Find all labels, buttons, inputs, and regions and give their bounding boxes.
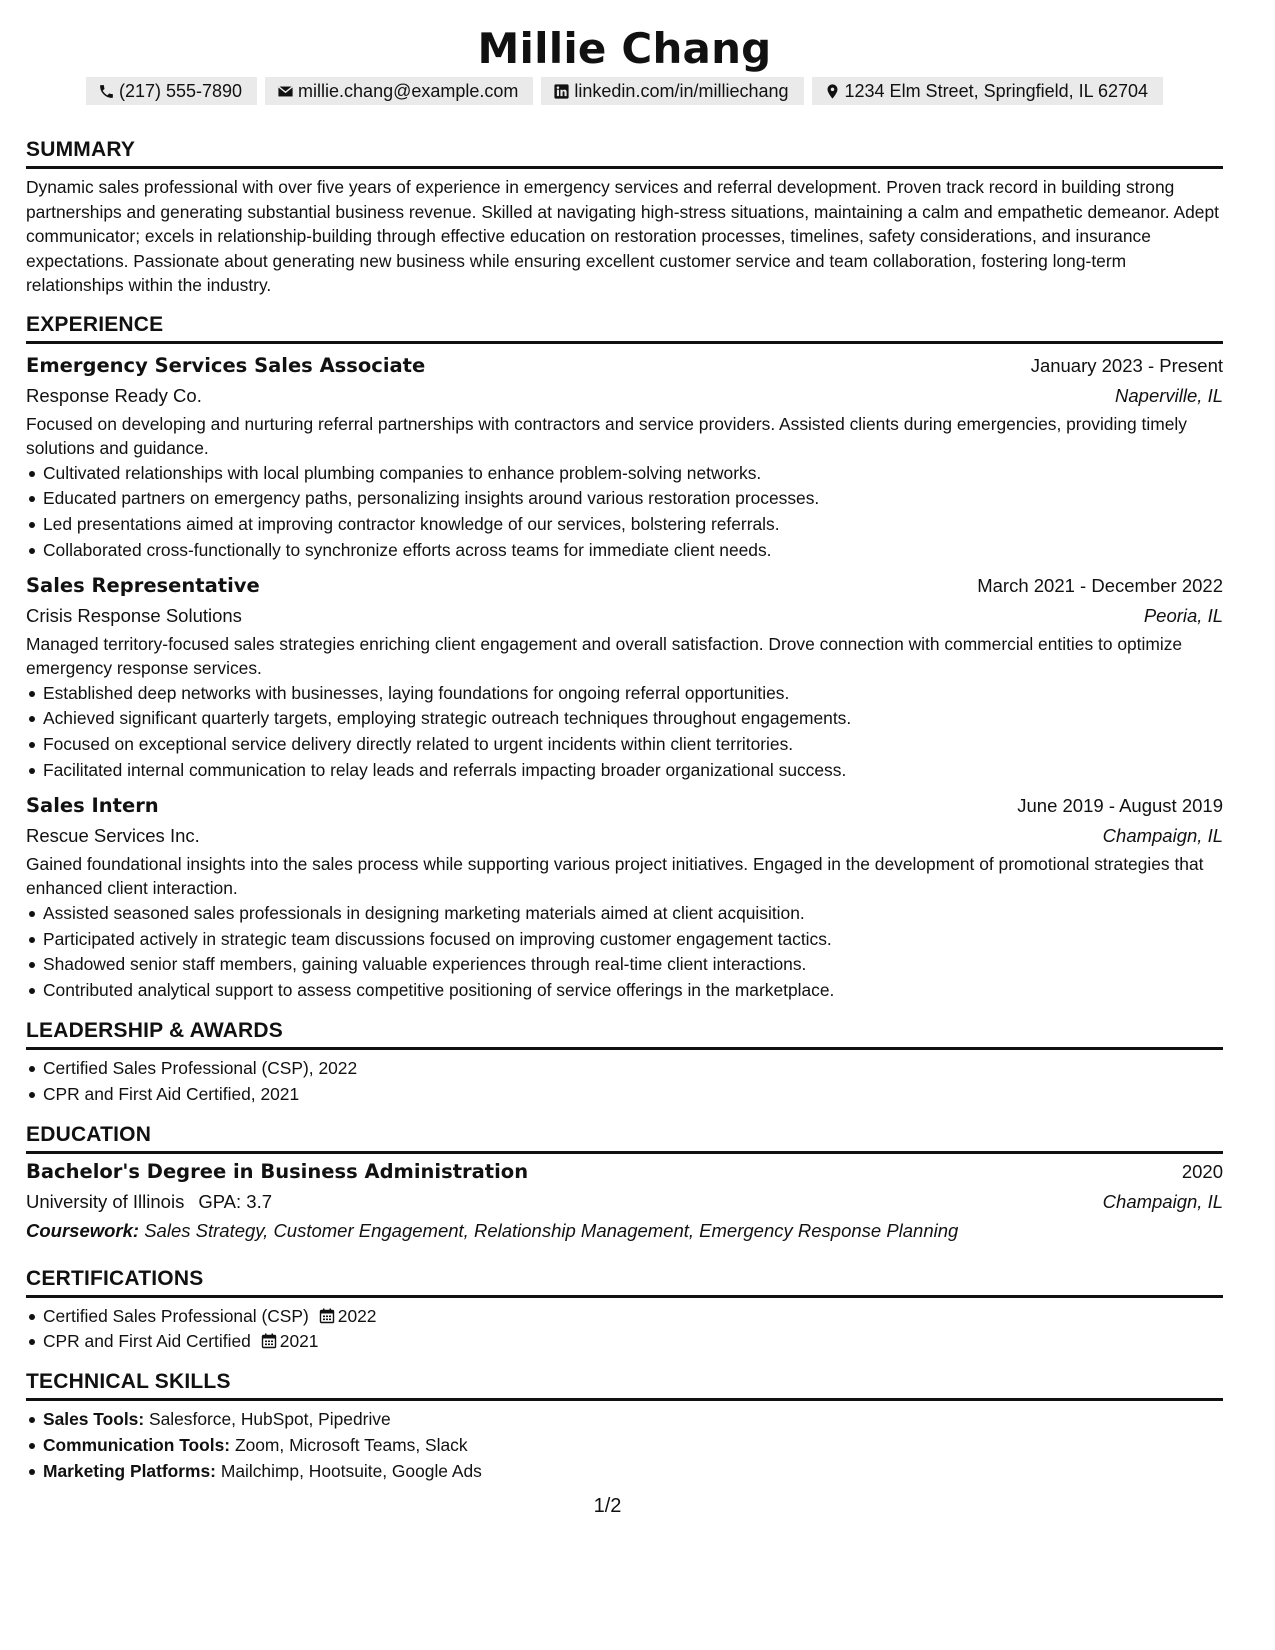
- job-company: Rescue Services Inc.: [26, 824, 200, 846]
- list-item: [26, 1304, 1223, 1330]
- list-item: Led presentations aimed at improving contractor knowledge of our services, bolstering referrals.: [26, 512, 1223, 538]
- job-entry: [26, 790, 1223, 1004]
- summary-section: [26, 137, 1223, 298]
- list-item: Participated actively in strategic team discussions focused on improving customer engagement tactics.: [26, 927, 1223, 953]
- list-item: Cultivated relationships with local plumbing companies to enhance problem-solving networks.: [26, 461, 1223, 487]
- map-pin-icon: [824, 83, 841, 100]
- certifications-list: [26, 1304, 1223, 1356]
- section-title: EDUCATION: [26, 1122, 1223, 1154]
- skill-value: Zoom, Microsoft Teams, Slack: [234, 1435, 468, 1456]
- linkedin-icon: [553, 83, 570, 100]
- linkedin-text: linkedin.com/in/milliechang: [574, 80, 789, 101]
- skills-section: [26, 1369, 1223, 1484]
- school-name: University of Illinois: [26, 1190, 185, 1212]
- email-chip[interactable]: [265, 77, 533, 105]
- certifications-section: [26, 1266, 1223, 1356]
- job-entry: [26, 350, 1223, 564]
- job-role: Sales Intern: [26, 793, 159, 817]
- list-item: Facilitated internal communication to relay leads and referrals impacting broader organizational success.: [26, 758, 1223, 784]
- calendar-icon: [261, 1333, 277, 1349]
- skill-label: Marketing Platforms:: [43, 1460, 216, 1481]
- job-bullets: [26, 461, 1223, 564]
- list-item: [26, 1407, 1223, 1433]
- summary-text: Dynamic sales professional with over five years of experience in emergency services and referral development. Proven track record in building strong partnerships and generating substantial business revenue. Skilled at navigating high-stress situations, maintaining a calm and empathetic demeanor. Adept communicator; excels in relationship-building through effective education on restoration processes, timelines, safety considerations, and insurance expectations. Passionate about generating new business while ensuring excellent customer service and team collaboration, fostering long-term relationships within the industry.: [26, 177, 1219, 295]
- email-text: millie.chang@example.com: [298, 80, 519, 101]
- cert-name: Certified Sales Professional (CSP): [43, 1305, 309, 1326]
- skills-list: [26, 1407, 1223, 1484]
- cert-year: 2022: [337, 1305, 377, 1326]
- job-company: Response Ready Co.: [26, 384, 202, 406]
- list-item: Educated partners on emergency paths, personalizing insights around various restoration processes.: [26, 486, 1223, 512]
- list-item: Shadowed senior staff members, gaining valuable experiences through real-time client interactions.: [26, 952, 1223, 978]
- skill-value: Mailchimp, Hootsuite, Google Ads: [220, 1460, 482, 1481]
- leadership-section: [26, 1018, 1223, 1108]
- job-location: Champaign, IL: [1102, 824, 1223, 846]
- phone-chip[interactable]: [86, 77, 257, 105]
- job-entry: [26, 570, 1223, 784]
- leadership-list: [26, 1056, 1223, 1108]
- skill-label: Communication Tools:: [43, 1435, 231, 1456]
- envelope-icon: [277, 83, 294, 100]
- job-location: Naperville, IL: [1115, 384, 1223, 406]
- section-title: SUMMARY: [26, 137, 1223, 169]
- job-bullets: [26, 901, 1223, 1004]
- phone-icon: [98, 83, 115, 100]
- experience-section: [26, 312, 1223, 1005]
- list-item: Assisted seasoned sales professionals in designing marketing materials aimed at client acquisition.: [26, 901, 1223, 927]
- section-title: CERTIFICATIONS: [26, 1266, 1223, 1298]
- job-dates: June 2019 - August 2019: [1017, 794, 1223, 816]
- job-summary: Focused on developing and nurturing referral partnerships with contractors and service providers. Assisted clients during emergencies, providing timely solutions and guidance.: [26, 413, 1187, 458]
- list-item: Collaborated cross-functionally to synchronize efforts across teams for immediate client needs.: [26, 538, 1223, 564]
- job-company: Crisis Response Solutions: [26, 604, 242, 626]
- section-title: TECHNICAL SKILLS: [26, 1369, 1223, 1401]
- school-location: Champaign, IL: [1102, 1190, 1223, 1212]
- page-number: 1/2: [593, 1495, 622, 1517]
- job-role: Sales Representative: [26, 573, 260, 597]
- section-title: LEADERSHIP & AWARDS: [26, 1018, 1223, 1050]
- list-item: CPR and First Aid Certified, 2021: [26, 1082, 1223, 1108]
- section-title: EXPERIENCE: [26, 312, 1223, 344]
- address-text: 1234 Elm Street, Springfield, IL 62704: [844, 80, 1149, 101]
- coursework-label: Coursework:: [26, 1219, 140, 1241]
- calendar-icon: [319, 1308, 335, 1324]
- job-dates: January 2023 - Present: [1030, 354, 1223, 376]
- list-item: Established deep networks with businesses, laying foundations for ongoing referral opportunities.: [26, 681, 1223, 707]
- job-dates: March 2021 - December 2022: [977, 574, 1223, 596]
- list-item: Achieved significant quarterly targets, employing strategic outreach techniques throughout engagements.: [26, 706, 1223, 732]
- list-item: Focused on exceptional service delivery directly related to urgent incidents within client territories.: [26, 732, 1223, 758]
- job-summary: Managed territory-focused sales strategies enriching client engagement and overall satisfaction. Drove connection with commercial entities to optimize emergency response services.: [26, 633, 1183, 679]
- cert-name: CPR and First Aid Certified: [43, 1331, 251, 1352]
- skill-value: Salesforce, HubSpot, Pipedrive: [149, 1409, 391, 1430]
- list-item: [26, 1329, 1223, 1355]
- linkedin-chip[interactable]: [541, 77, 803, 105]
- job-bullets: [26, 681, 1223, 784]
- skill-label: Sales Tools:: [43, 1409, 145, 1430]
- graduation-year: 2020: [1181, 1160, 1223, 1182]
- degree-title: Bachelor's Degree in Business Administration: [26, 1159, 529, 1183]
- list-item: Contributed analytical support to assess competitive positioning of service offerings in the marketplace.: [26, 978, 1223, 1004]
- job-summary: Gained foundational insights into the sales process while supporting various project initiatives. Engaged in the development of promotional strategies that enhanced client interaction.: [26, 853, 1204, 899]
- list-item: Certified Sales Professional (CSP), 2022: [26, 1056, 1223, 1082]
- gpa-value: GPA: 3.7: [198, 1190, 273, 1212]
- phone-text: (217) 555-7890: [118, 80, 243, 101]
- address-chip: [812, 77, 1164, 105]
- list-item: [26, 1433, 1223, 1459]
- list-item: [26, 1459, 1223, 1485]
- job-role: Emergency Services Sales Associate: [26, 353, 426, 377]
- contact-bar: [26, 77, 1223, 105]
- cert-year: 2021: [279, 1331, 319, 1352]
- candidate-name: Millie Chang: [477, 24, 772, 73]
- job-location: Peoria, IL: [1143, 604, 1223, 626]
- coursework-list: Sales Strategy, Customer Engagement, Relationship Management, Emergency Response Planning: [144, 1219, 959, 1241]
- school-line: [26, 1188, 272, 1216]
- coursework-line: [26, 1216, 1223, 1246]
- education-section: [26, 1122, 1223, 1246]
